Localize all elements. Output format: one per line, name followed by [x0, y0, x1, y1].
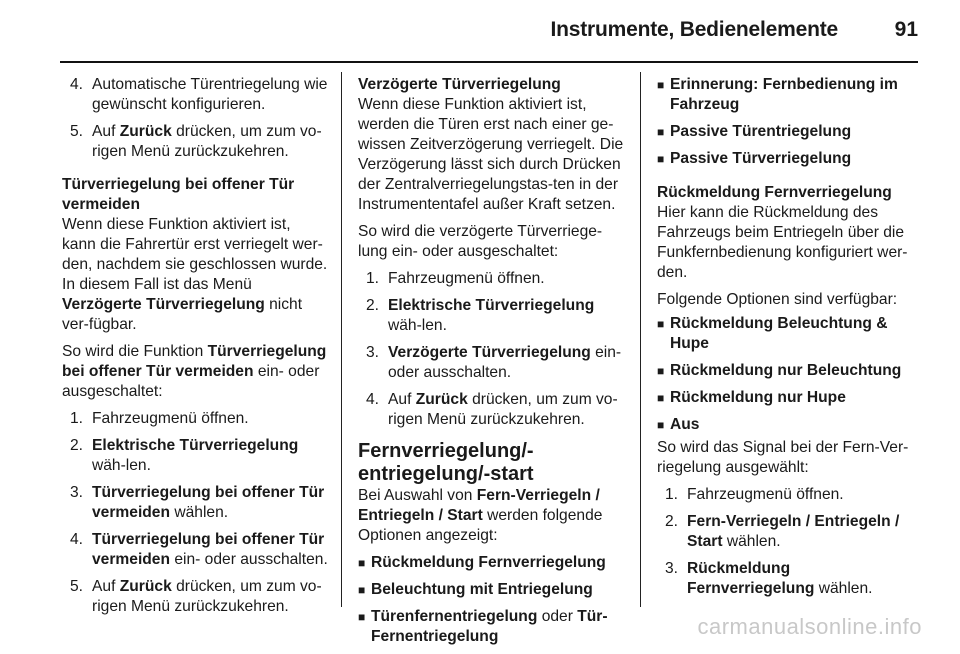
list-item: ■ Rückmeldung Fernverriegelung: [358, 554, 606, 571]
paragraph: So wird das Signal bei der Fern-Ver-riegelung ausgewählt:: [657, 439, 909, 476]
bullet-icon: ■: [657, 391, 665, 405]
paragraph: Bei Auswahl von Fern-Verriegeln / Entriegeln / Start werden folgende Optionen angezeigt:: [358, 487, 603, 544]
bullet-icon: ■: [358, 583, 366, 597]
list-item: ■ Türenfernentriegelung oder Tür-Fernentriegelung: [358, 608, 608, 645]
paragraph: Wenn diese Funktion aktiviert ist, kann die Fahrertür erst verriegelt wer-den, nachdem sie geschlossen wurde. In diesem Fall ist das Menü Verzögerte Türverriegelung nicht ver-fügbar.: [62, 216, 328, 333]
page-header: [0, 0, 960, 62]
list-item: 3. Verzögerte Türverriegelung ein- oder ausschalten.: [366, 344, 622, 381]
list-item: ■ Passive Türverriegelung: [657, 150, 852, 167]
bullet-icon: ■: [657, 152, 665, 166]
column-3: [657, 75, 919, 606]
list-item: ■ Passive Türentriegelung: [657, 123, 852, 140]
page-number: 91: [894, 18, 918, 41]
list-item: 2. Fern-Verriegeln / Entriegeln / Start wählen.: [665, 513, 900, 550]
list-item: 4. Türverriegelung bei offener Tür vermeiden ein- oder ausschalten.: [70, 531, 328, 568]
column-divider-1: [341, 72, 342, 607]
list-item: 4. Automatische Türentriegelung wie gewünscht konfigurieren.: [70, 76, 328, 113]
section-heading-large: Fernverriegelung/-entriegelung/-start: [358, 440, 534, 485]
header-divider: [60, 61, 918, 63]
section-heading: Verzögerte Türverriegelung: [358, 76, 561, 93]
list-item: ■ Aus: [657, 416, 700, 433]
list-item: ■ Rückmeldung Beleuchtung & Hupe: [657, 315, 888, 352]
list-item: 3. Türverriegelung bei offener Tür vermeiden wählen.: [70, 484, 325, 521]
list-item: 1. Fahrzeugmenü öffnen.: [366, 270, 545, 287]
bullet-icon: ■: [358, 556, 366, 570]
list-item: 3. Rückmeldung Fernverriegelung wählen.: [665, 560, 873, 597]
bullet-icon: ■: [657, 125, 665, 139]
paragraph: Wenn diese Funktion aktiviert ist, werden die Türen erst nach einer ge-wissen Zeitverzögerung verriegelt. Die Verzögerung lässt sich durch Drücken der Zentralverriegelungstas-ten in der Instrumententafel außer Kraft setzen.: [358, 96, 624, 213]
list-item: 5. Auf Zurück drücken, um zum vo-rigen Menü zurückzukehren.: [70, 578, 322, 615]
bullet-icon: ■: [358, 610, 366, 624]
bullet-icon: ■: [657, 78, 665, 92]
column-1: [62, 75, 328, 624]
list-item: 5. Auf Zurück drücken, um zum vo-rigen Menü zurückzukehren.: [70, 123, 322, 160]
list-item: ■ Rückmeldung nur Hupe: [657, 389, 846, 406]
list-item: ■ Erinnerung: Fernbedienung im Fahrzeug: [657, 76, 898, 113]
list-item: ■ Rückmeldung nur Beleuchtung: [657, 362, 902, 379]
list-item: ■ Beleuchtung mit Entriegelung: [358, 581, 593, 598]
paragraph: Hier kann die Rückmeldung des Fahrzeugs beim Entriegeln über die Funkfernbedienung konfiguriert wer-den.: [657, 204, 908, 281]
paragraph: Folgende Optionen sind verfügbar:: [657, 291, 898, 308]
bullet-icon: ■: [657, 317, 665, 331]
column-divider-2: [640, 72, 641, 607]
bullet-icon: ■: [657, 364, 665, 378]
bullet-icon: ■: [657, 418, 665, 432]
list-item: 1. Fahrzeugmenü öffnen.: [665, 486, 844, 503]
page-title: Instrumente, Bedienelemente: [550, 18, 838, 41]
paragraph: So wird die verzögerte Türverriege-lung ein- oder ausgeschaltet:: [358, 223, 603, 260]
column-2: [358, 75, 624, 654]
list-item: 2. Elektrische Türverriegelung wäh-len.: [70, 437, 299, 474]
watermark: carmanualsonline.info: [697, 614, 922, 639]
paragraph: So wird die Funktion Türverriegelung bei offener Tür vermeiden ein- oder ausgeschaltet:: [62, 343, 327, 400]
section-heading: Türverriegelung bei offener Tür vermeiden: [62, 176, 295, 213]
list-item: 2. Elektrische Türverriegelung wäh-len.: [366, 297, 595, 334]
list-item: 4. Auf Zurück drücken, um zum vo-rigen Menü zurückzukehren.: [366, 391, 618, 428]
section-heading: Rückmeldung Fernverriegelung: [657, 184, 892, 201]
list-item: 1. Fahrzeugmenü öffnen.: [70, 410, 249, 427]
